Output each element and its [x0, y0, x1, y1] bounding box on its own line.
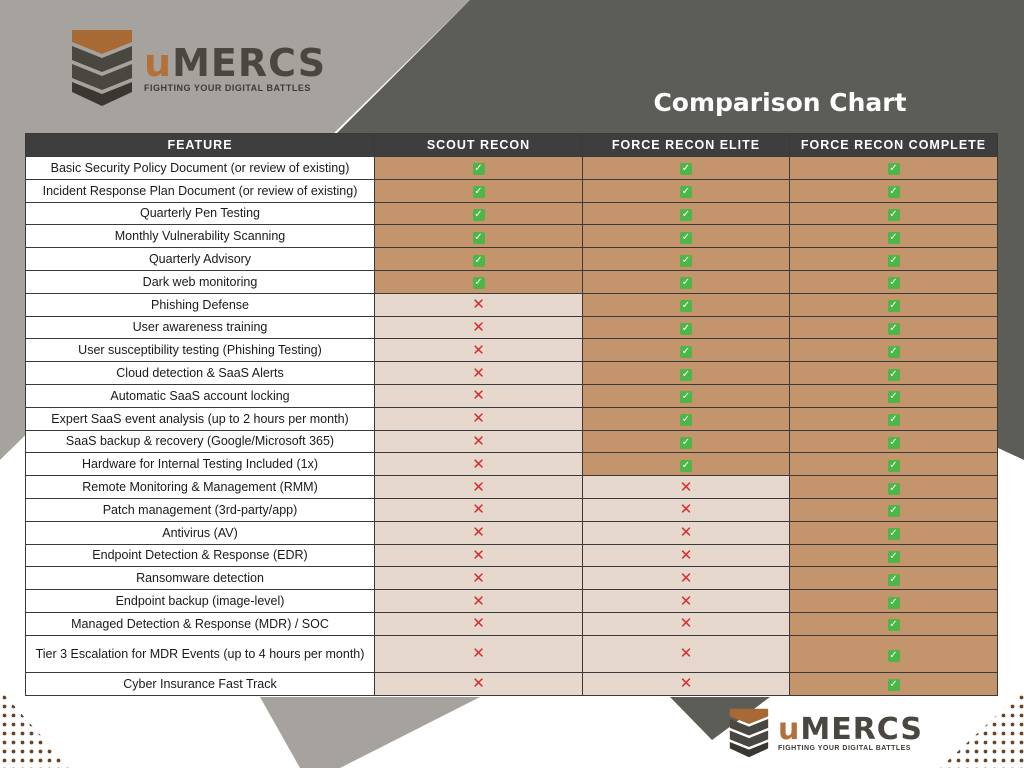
- check-icon: ✓: [889, 596, 898, 608]
- check-icon: ✓: [889, 254, 898, 266]
- cross-icon: ✕: [472, 363, 485, 382]
- dot-pattern-right: [940, 690, 1024, 768]
- check-icon: ✓: [681, 436, 691, 448]
- complete-cell: [790, 672, 998, 695]
- table-row: [26, 635, 998, 672]
- elite-cell: [583, 270, 790, 293]
- check-icon: ✓: [889, 277, 898, 289]
- check-icon: ✓: [889, 368, 898, 380]
- scout-cell: [375, 179, 583, 202]
- shield-logo-icon: [66, 26, 138, 110]
- scout-cell: [375, 453, 583, 476]
- elite-cell: [583, 544, 790, 567]
- feature-name: Antivirus (AV): [26, 521, 375, 544]
- check-icon: ✓: [681, 163, 691, 175]
- elite-cell: [583, 521, 790, 544]
- top-logo: [66, 26, 326, 110]
- elite-cell: [583, 316, 790, 339]
- cross-icon: ✕: [472, 340, 485, 359]
- elite-cell: [583, 635, 790, 672]
- feature-name: Automatic SaaS account locking: [26, 384, 375, 407]
- check-icon: ✓: [681, 231, 691, 243]
- table-row: [26, 498, 998, 521]
- complete-cell: [790, 316, 998, 339]
- table-row: [26, 407, 998, 430]
- elite-cell: [583, 567, 790, 590]
- scout-cell: [375, 544, 583, 567]
- shield-logo-icon: [726, 706, 772, 760]
- complete-cell: [790, 430, 998, 453]
- complete-cell: [790, 635, 998, 672]
- check-icon: ✓: [681, 208, 691, 220]
- cross-icon: ✕: [472, 500, 485, 519]
- check-icon: ✓: [474, 231, 483, 243]
- cross-icon: ✕: [472, 295, 485, 314]
- check-icon: ✓: [474, 163, 483, 175]
- check-icon: ✓: [474, 277, 483, 289]
- check-icon: ✓: [681, 459, 691, 471]
- scout-cell: [375, 248, 583, 271]
- scout-cell: [375, 362, 583, 385]
- cross-icon: ✕: [679, 674, 693, 693]
- cross-icon: ✕: [472, 386, 485, 405]
- feature-name: Expert SaaS event analysis (up to 2 hours per month): [26, 407, 375, 430]
- table-row: [26, 430, 998, 453]
- check-icon: ✓: [889, 679, 898, 691]
- scout-cell: [375, 672, 583, 695]
- bottom-logo: [726, 706, 923, 760]
- check-icon: ✓: [889, 391, 898, 403]
- table-row: [26, 453, 998, 476]
- feature-name: Endpoint Detection & Response (EDR): [26, 544, 375, 567]
- elite-cell: [583, 612, 790, 635]
- check-icon: ✓: [681, 322, 691, 334]
- table-row: [26, 316, 998, 339]
- check-icon: ✓: [889, 649, 898, 661]
- table-row: [26, 157, 998, 180]
- dot-pattern-left: [0, 690, 70, 768]
- check-icon: ✓: [889, 163, 898, 175]
- cross-icon: ✕: [472, 643, 485, 662]
- feature-name: Quarterly Advisory: [26, 248, 375, 271]
- brand-tagline: FIGHTING YOUR DIGITAL BATTLES: [144, 82, 311, 93]
- table-row: [26, 225, 998, 248]
- table-row: [26, 476, 998, 499]
- check-icon: ✓: [889, 482, 898, 494]
- page-title: Comparison Chart: [653, 88, 907, 117]
- scout-cell: [375, 567, 583, 590]
- check-icon: ✓: [889, 505, 898, 517]
- complete-cell: [790, 362, 998, 385]
- check-icon: ✓: [474, 186, 483, 198]
- scout-cell: [375, 225, 583, 248]
- cross-icon: ✕: [472, 477, 485, 496]
- check-icon: ✓: [681, 391, 691, 403]
- column-header-feature: FEATURE: [26, 134, 375, 157]
- complete-cell: [790, 567, 998, 590]
- complete-cell: [790, 248, 998, 271]
- cross-icon: ✕: [679, 523, 693, 542]
- table-row: [26, 521, 998, 544]
- check-icon: ✓: [889, 322, 898, 334]
- elite-cell: [583, 179, 790, 202]
- column-header-force-recon-elite: FORCE RECON ELITE: [583, 134, 790, 157]
- elite-cell: [583, 225, 790, 248]
- cross-icon: ✕: [472, 545, 485, 564]
- elite-cell: [583, 476, 790, 499]
- cross-icon: ✕: [472, 409, 485, 428]
- cross-icon: ✕: [472, 614, 485, 633]
- feature-name: Ransomware detection: [26, 567, 375, 590]
- table-row: [26, 567, 998, 590]
- table-row: [26, 362, 998, 385]
- table-row: [26, 672, 998, 695]
- scout-cell: [375, 476, 583, 499]
- scout-cell: [375, 498, 583, 521]
- cross-icon: ✕: [679, 614, 693, 633]
- feature-name: User awareness training: [26, 316, 375, 339]
- complete-cell: [790, 339, 998, 362]
- complete-cell: [790, 453, 998, 476]
- cross-icon: ✕: [472, 431, 485, 450]
- elite-cell: [583, 157, 790, 180]
- check-icon: ✓: [474, 254, 483, 266]
- scout-cell: [375, 270, 583, 293]
- table-row: [26, 248, 998, 271]
- table-row: [26, 293, 998, 316]
- feature-name: Cloud detection & SaaS Alerts: [26, 362, 375, 385]
- elite-cell: [583, 293, 790, 316]
- check-icon: ✓: [889, 619, 898, 631]
- check-icon: ✓: [889, 528, 898, 540]
- complete-cell: [790, 270, 998, 293]
- column-header-force-recon-complete: FORCE RECON COMPLETE: [790, 134, 998, 157]
- complete-cell: [790, 407, 998, 430]
- check-icon: ✓: [889, 550, 898, 562]
- table-row: [26, 544, 998, 567]
- feature-name: Tier 3 Escalation for MDR Events (up to 4 hours per month): [26, 635, 375, 672]
- cross-icon: ✕: [679, 500, 693, 519]
- complete-cell: [790, 293, 998, 316]
- feature-name: Incident Response Plan Document (or review of existing): [26, 179, 375, 202]
- complete-cell: [790, 476, 998, 499]
- scout-cell: [375, 339, 583, 362]
- table-row: [26, 384, 998, 407]
- check-icon: ✓: [681, 186, 691, 198]
- feature-name: Hardware for Internal Testing Included (1x): [26, 453, 375, 476]
- check-icon: ✓: [889, 436, 898, 448]
- cross-icon: ✕: [679, 643, 693, 662]
- scout-cell: [375, 316, 583, 339]
- cross-icon: ✕: [472, 523, 485, 542]
- elite-cell: [583, 453, 790, 476]
- check-icon: ✓: [889, 345, 898, 357]
- complete-cell: [790, 384, 998, 407]
- check-icon: ✓: [889, 231, 898, 243]
- elite-cell: [583, 407, 790, 430]
- feature-name: Cyber Insurance Fast Track: [26, 672, 375, 695]
- complete-cell: [790, 498, 998, 521]
- complete-cell: [790, 225, 998, 248]
- complete-cell: [790, 521, 998, 544]
- scout-cell: [375, 590, 583, 613]
- feature-name: Managed Detection & Response (MDR) / SOC: [26, 612, 375, 635]
- table-header-row: [26, 134, 998, 157]
- elite-cell: [583, 384, 790, 407]
- scout-cell: [375, 430, 583, 453]
- table-row: [26, 179, 998, 202]
- check-icon: ✓: [889, 459, 898, 471]
- complete-cell: [790, 202, 998, 225]
- elite-cell: [583, 590, 790, 613]
- scout-cell: [375, 407, 583, 430]
- cross-icon: ✕: [472, 568, 485, 587]
- table-row: [26, 202, 998, 225]
- table-row: [26, 270, 998, 293]
- cross-icon: ✕: [679, 591, 693, 610]
- elite-cell: [583, 498, 790, 521]
- cross-icon: ✕: [679, 545, 693, 564]
- complete-cell: [790, 179, 998, 202]
- elite-cell: [583, 202, 790, 225]
- feature-name: SaaS backup & recovery (Google/Microsoft 365): [26, 430, 375, 453]
- check-icon: ✓: [681, 254, 691, 266]
- column-header-scout-recon: SCOUT RECON: [375, 134, 583, 157]
- feature-name: Endpoint backup (image-level): [26, 590, 375, 613]
- feature-name: Basic Security Policy Document (or review of existing): [26, 157, 375, 180]
- scout-cell: [375, 157, 583, 180]
- feature-name: Monthly Vulnerability Scanning: [26, 225, 375, 248]
- cross-icon: ✕: [472, 674, 485, 693]
- scout-cell: [375, 635, 583, 672]
- check-icon: ✓: [889, 208, 898, 220]
- brand-tagline: FIGHTING YOUR DIGITAL BATTLES: [778, 744, 911, 752]
- complete-cell: [790, 590, 998, 613]
- feature-name: Phishing Defense: [26, 293, 375, 316]
- cross-icon: ✕: [679, 477, 693, 496]
- check-icon: ✓: [889, 186, 898, 198]
- elite-cell: [583, 672, 790, 695]
- check-icon: ✓: [681, 368, 691, 380]
- elite-cell: [583, 248, 790, 271]
- check-icon: ✓: [681, 345, 691, 357]
- check-icon: ✓: [681, 277, 691, 289]
- elite-cell: [583, 339, 790, 362]
- check-icon: ✓: [681, 300, 691, 312]
- cross-icon: ✕: [472, 454, 485, 473]
- table-row: [26, 612, 998, 635]
- check-icon: ✓: [889, 573, 898, 585]
- elite-cell: [583, 430, 790, 453]
- table-row: [26, 590, 998, 613]
- feature-name: Remote Monitoring & Management (RMM): [26, 476, 375, 499]
- complete-cell: [790, 157, 998, 180]
- cross-icon: ✕: [472, 317, 485, 336]
- scout-cell: [375, 521, 583, 544]
- complete-cell: [790, 544, 998, 567]
- check-icon: ✓: [681, 414, 691, 426]
- check-icon: ✓: [889, 414, 898, 426]
- complete-cell: [790, 612, 998, 635]
- scout-cell: [375, 612, 583, 635]
- feature-name: Patch management (3rd-party/app): [26, 498, 375, 521]
- feature-name: Dark web monitoring: [26, 270, 375, 293]
- feature-name: Quarterly Pen Testing: [26, 202, 375, 225]
- check-icon: ✓: [889, 300, 898, 312]
- scout-cell: [375, 293, 583, 316]
- scout-cell: [375, 202, 583, 225]
- brand-name: uMERCS: [778, 711, 923, 747]
- cross-icon: ✕: [472, 591, 485, 610]
- brand-name: uMERCS: [144, 40, 327, 85]
- cross-icon: ✕: [679, 568, 693, 587]
- comparison-table: [25, 133, 998, 696]
- feature-name: User susceptibility testing (Phishing Testing): [26, 339, 375, 362]
- elite-cell: [583, 362, 790, 385]
- background-bottom-mid-wedge: [260, 697, 480, 768]
- scout-cell: [375, 384, 583, 407]
- table-row: [26, 339, 998, 362]
- check-icon: ✓: [474, 208, 483, 220]
